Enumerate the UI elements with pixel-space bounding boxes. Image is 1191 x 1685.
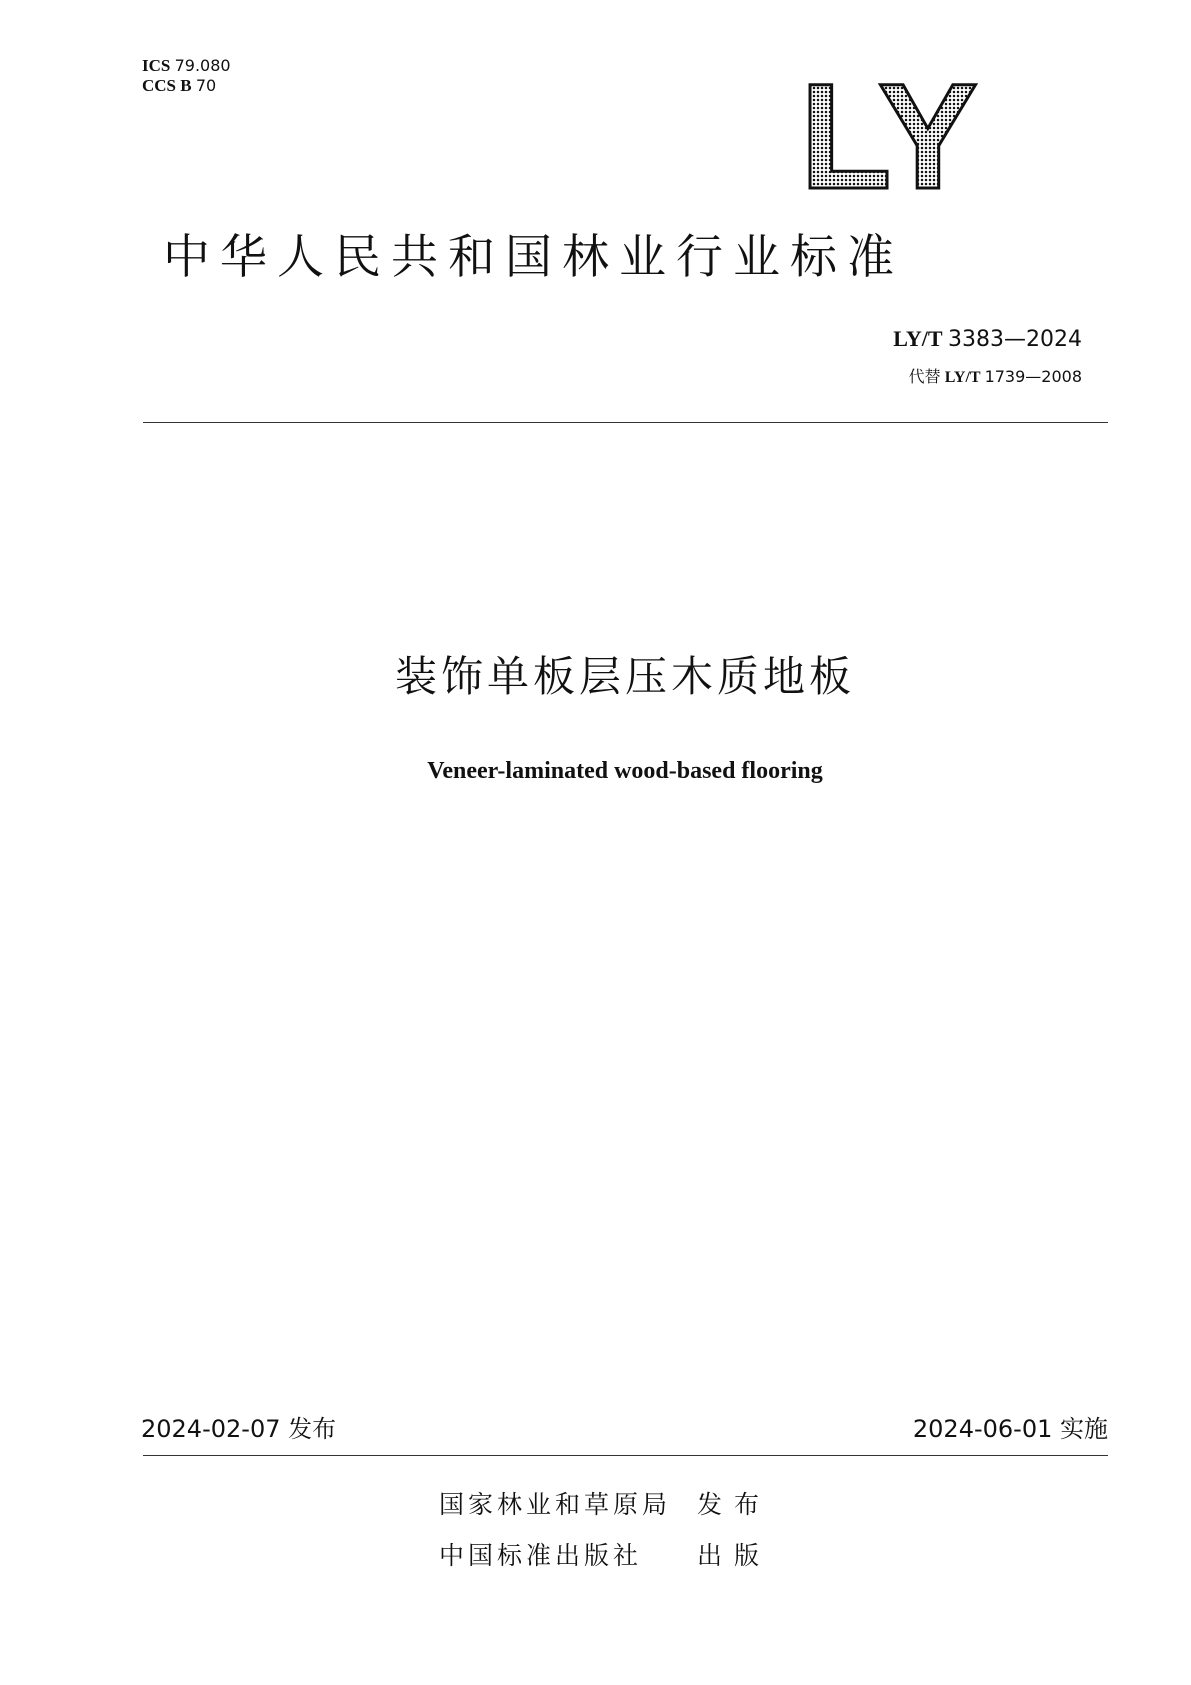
ccs-label: CCS <box>142 76 177 95</box>
replaces-number: 1739—2008 <box>984 367 1082 386</box>
ics-label: ICS <box>142 56 171 75</box>
publisher-role: 出版 <box>696 1541 771 1570</box>
logo-text: LY <box>800 66 978 192</box>
replaces-prefix: LY/T <box>944 369 981 386</box>
ccs-letter: B <box>180 76 192 95</box>
publisher-row <box>439 1488 771 1522</box>
standard-number-value: 3383—2024 <box>948 327 1082 352</box>
ly-logo <box>800 66 1010 192</box>
replaces-note <box>909 366 1082 389</box>
publisher-name: 中国标准出版社 <box>439 1541 643 1570</box>
bottom-divider <box>143 1455 1108 1456</box>
publisher-role: 发布 <box>696 1490 771 1519</box>
replaces-label: 代替 <box>908 367 941 386</box>
top-divider <box>143 422 1108 423</box>
standard-number-prefix: LY/T <box>893 326 943 351</box>
document-title-en: Veneer-laminated wood-based flooring <box>427 758 823 784</box>
publisher-name: 国家林业和草原局 <box>439 1490 672 1519</box>
ccs-number: 70 <box>195 76 217 95</box>
document-title-zh: 装饰单板层压木质地板 <box>394 652 855 701</box>
ccs-code <box>142 76 216 96</box>
implementation-date: 2024-06-01 实施 <box>912 1415 1108 1443</box>
ics-code <box>142 56 231 76</box>
standard-number <box>893 324 1082 355</box>
publisher-row <box>439 1539 771 1573</box>
issue-date: 2024-02-07 发布 <box>141 1415 337 1443</box>
ics-value: 79.080 <box>174 56 231 75</box>
standard-series-title: 中华人民共和国林业行业标准 <box>163 230 904 285</box>
